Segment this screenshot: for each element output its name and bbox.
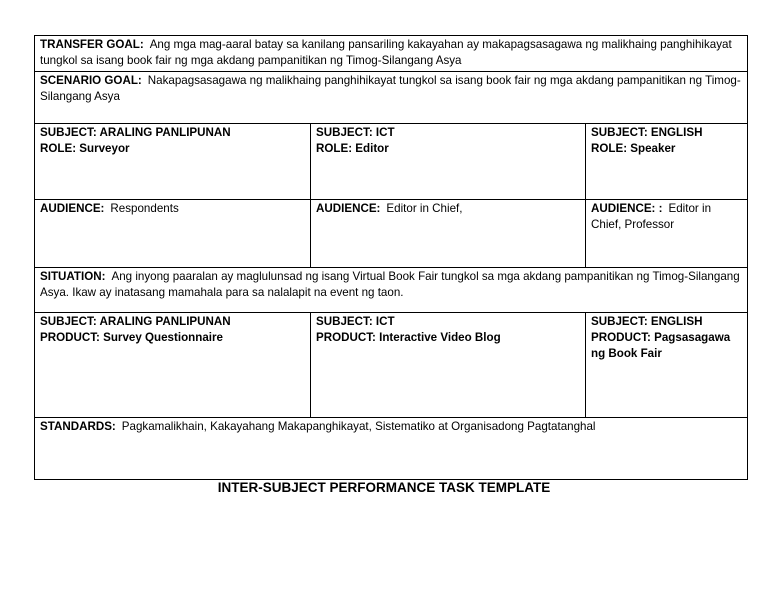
situation-label: SITUATION: [40, 270, 106, 283]
subject-label: SUBJECT: ENGLISH [591, 126, 703, 139]
audience-label: AUDIENCE: : [591, 202, 663, 215]
standards-text: Pagkamalikhain, Kakayahang Makapanghikayat, Sistematiko at Organisadong Pagtatanghal [121, 420, 596, 433]
audience-text: Respondents [110, 202, 179, 215]
transfer-goal-row [35, 36, 748, 72]
audience-text: Editor in Chief, Professor [591, 202, 712, 231]
performance-task-table [34, 35, 748, 480]
role-label: ROLE: Surveyor [40, 142, 130, 155]
product-cell-english [586, 313, 748, 418]
product-label: PRODUCT: Interactive Video Blog [316, 331, 501, 344]
product-row [35, 313, 748, 418]
situation-text: Ang inyong paaralan ay maglulunsad ng isang Virtual Book Fair tungkol sa mga akdang pampanitikan ng Timog-Silangang Asya. Ikaw ay inatasang mamahala para sa nalalapit na event ng taon. [40, 270, 740, 299]
transfer-goal-cell [35, 36, 748, 72]
document-caption: INTER-SUBJECT PERFORMANCE TASK TEMPLATE [217, 480, 551, 495]
role-cell-araling-panlipunan [35, 124, 311, 200]
subject-label: SUBJECT: ICT [316, 315, 395, 328]
transfer-goal-label: TRANSFER GOAL: [40, 38, 144, 51]
scenario-goal-text: Nakapagsasagawa ng malikhaing panghihikayat tungkol sa isang book fair ng mga akdang pampanitikan ng Timog-Silangang Asya [40, 74, 741, 103]
standards-label: STANDARDS: [40, 420, 116, 433]
role-cell-ict [311, 124, 586, 200]
situation-cell [35, 268, 748, 313]
product-cell-araling-panlipunan [35, 313, 311, 418]
subject-label: SUBJECT: ENGLISH [591, 315, 703, 328]
role-label: ROLE: Editor [316, 142, 389, 155]
audience-text: Editor in Chief, [386, 202, 463, 215]
subject-label: SUBJECT: ARALING PANLIPUNAN [40, 315, 231, 328]
scenario-goal-cell [35, 72, 748, 124]
scenario-goal-row [35, 72, 748, 124]
audience-cell-ict [311, 200, 586, 268]
audience-cell-english [586, 200, 748, 268]
standards-row [35, 418, 748, 480]
role-row [35, 124, 748, 200]
product-label: PRODUCT: Survey Questionnaire [40, 331, 223, 344]
situation-row [35, 268, 748, 313]
standards-cell [35, 418, 748, 480]
audience-label: AUDIENCE: [40, 202, 105, 215]
scenario-goal-label: SCENARIO GOAL: [40, 74, 142, 87]
role-label: ROLE: Speaker [591, 142, 676, 155]
subject-label: SUBJECT: ICT [316, 126, 395, 139]
audience-label: AUDIENCE: [316, 202, 381, 215]
role-cell-english [586, 124, 748, 200]
transfer-goal-text: Ang mga mag-aaral batay sa kanilang pansariling kakayahan ay makapagsasagawa ng malikhaing panghihikayat tungkol sa isang book fair ng mga akdang pampanitikan ng Timog-Silangang Asya [40, 38, 732, 67]
audience-row [35, 200, 748, 268]
subject-label: SUBJECT: ARALING PANLIPUNAN [40, 126, 231, 139]
audience-cell-araling-panlipunan [35, 200, 311, 268]
product-label: PRODUCT: Pagsasagawa ng Book Fair [591, 331, 731, 360]
product-cell-ict [311, 313, 586, 418]
